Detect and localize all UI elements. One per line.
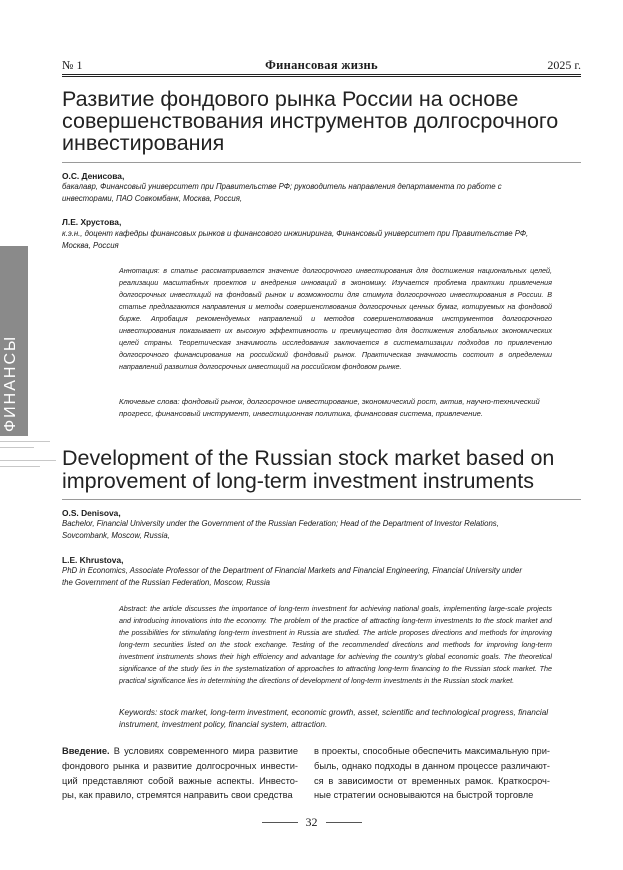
header-divider (62, 74, 581, 75)
footer-rule-right (326, 822, 362, 823)
side-divider-3 (0, 460, 56, 461)
header-divider-double (62, 76, 581, 77)
author-name-en-2: L.E. Khrustova, (62, 555, 124, 565)
author-affiliation-en-1: Bachelor, Financial University under the Government of the Russian Federation; Head of the Department of Investor Relations, Sovcombank, Moscow, Russia, (62, 519, 499, 540)
side-divider-1 (0, 441, 50, 442)
body-column-2: в проекты, способные обеспечить максимальную при-быль, однако подходы в данном процессе различают-ся в зависимости от временных рамок. Краткосроч-ные стратегии основываются на быстрой торговле (314, 746, 550, 801)
author-affiliation-en-2: PhD in Economics, Associate Professor of the Department of Financial Markets and Financial Engineering, Financial University under the Government of the Russian Federation, Moscow, Russia (62, 566, 522, 587)
section-side-label: ФИНАНСЫ (2, 334, 19, 432)
title-en-rule (62, 499, 581, 500)
author-name-ru-1: О.С. Денисова, (62, 171, 125, 181)
side-divider-2 (0, 447, 34, 448)
issue-number: № 1 (62, 58, 83, 72)
article-title-ru: Развитие фондового рынка России на основе совершенствования инструментов долгосрочного инвестирования (62, 87, 559, 155)
journal-title: Финансовая жизнь (265, 58, 378, 72)
keywords-en: Keywords: stock market, long-term investment, economic growth, asset, scientific and technological progress, financial instrument, investment policy, financial system, attraction. (119, 708, 549, 729)
side-divider-4 (0, 466, 40, 467)
body-column-1 (62, 744, 298, 803)
author-affiliation-ru-2: к.э.н., доцент кафедры финансовых рынков и финансового инжиниринга, Финансовый университет при Правительстве РФ, Москва, Россия (62, 229, 529, 250)
keywords-ru: Ключевые слова: фондовый рынок, долгосрочное инвестирование, экономический рост, актив, научно-технический прогресс, финансовый инструмент, инвестиционная политика, финансовая система, привлечение. (119, 397, 540, 418)
page-number: 32 (305, 815, 318, 829)
issue-year: 2025 г. (547, 58, 581, 72)
body-column-1-text: В условиях современного мира развитие фондового рынка и развитие долгосрочных инвести-ций представляют собой важные аспекты. Инвесто-ры, как правило, стремятся направить свои средства (62, 746, 298, 801)
intro-label: Введение. (62, 746, 110, 756)
abstract-en: Abstract: the article discusses the importance of long-term investment for achieving national goals, implementing large-scale projects and introducing innovations into the economy. The problem of the practice of attracting long-term investments to the stock market and the possibilities for stimulating long-term investment in Russia are studied. The article proposes directions and methods for improving long-term securities listed on the stock exchange. Testing of the recommended directions and methods for improving long-term investment instruments shows their high efficiency and advantage for achieving the country's global economic goals. The theoretical significance of the study lies in the systematization of approaches to attracting long-term financing to the Russian stock market. The practical significance lies in determining the directions of development of long-term investments in the Russian stock market. (119, 604, 552, 685)
title-ru-rule (62, 162, 581, 163)
article-title-en: Development of the Russian stock market based on improvement of long-term investment instruments (62, 446, 555, 493)
author-affiliation-ru-1: бакалавр, Финансовый университет при Правительстве РФ; руководитель направления департамента по работе с инвесторами, ПАО Совкомбанк, Москва, Россия, (62, 182, 502, 203)
author-name-en-1: O.S. Denisova, (62, 508, 121, 518)
author-name-ru-2: Л.Е. Хрустова, (62, 217, 122, 227)
running-header (62, 58, 581, 74)
abstract-ru: Аннотация: в статье рассматривается значение долгосрочного инвестирования для достижения национальных целей, реализации масштабных проектов и внедрения инноваций в экономику. Изучается проблема практики привлечения долгосрочных инвестиций на фондовый рынок и возможности для стимула долгосрочного инвестирования в России. В статье предлагаются направления и методы совершенствования долгосрочных ценных бумаг, котируемых на фондовой бирже. Апробация рекомендуемых направлений и методов совершенствования инструментов долгосрочного инвестирования показывает их высокую эффективность и преимущество для достижения глобальных экономических целей страны. Теоретическая значимость исследования заключается в систематизации подходов по привлечению долгосрочного финансирования на российский фондовый рынок. Практическая значимость состоит в определении направлений развития долгосрочных инвестиций на российском фондовом рынке. (119, 266, 552, 371)
